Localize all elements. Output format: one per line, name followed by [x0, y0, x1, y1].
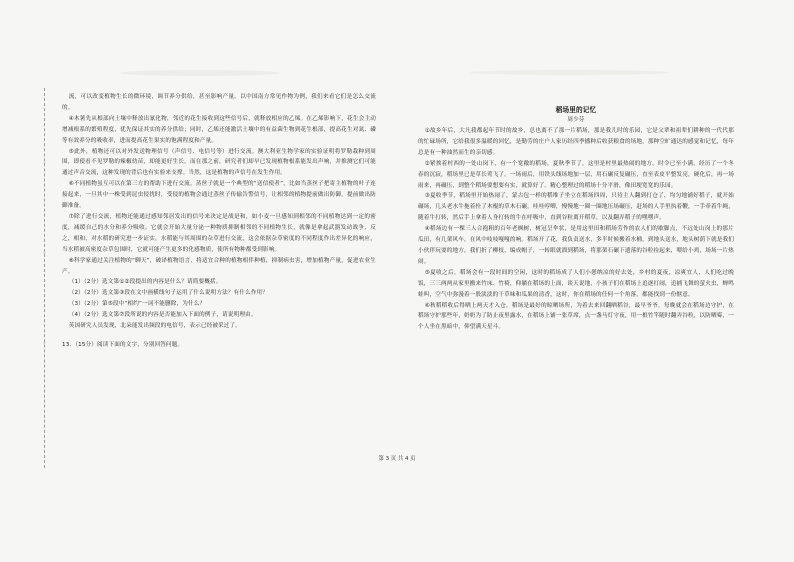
- left-paragraph-2: ④木薯先从根部向土壤中释放出氰化物，邻近的花生接收到这些信号后，就释放相应的乙烯。在乙烯影响下，花生会主动增减根系的繁殖程度，优先保证其实的养分供给；同时，乙烯还能激活土壤中的有益菌生物到花生根部，提高花生对氮、磷等有效养分的吸收率，进而提高花生果实的饱满程度和产量。: [62, 115, 376, 144]
- right-paragraph-5: ⑤夏收之后，稻场会有一段时间的空闲，这时的稻场成了人们小憩纳凉的好去处，乡村的夏夜，凉爽宜人，人们吃过晚饭，三三两两从家里搬来竹床、竹椅，仰躺在稻场的上面，谈天说地，小孩子们在稻场上追逐打闹，追捕飞舞的萤火虫，蝉鸣蛙叫，空气中弥漫着一股淡淡的干草味和瓜果的清香，这时，你在稻场的任何一个角落，都能找到一份惬意。: [418, 269, 734, 298]
- right-paragraph-6: ⑥秋稻稻收后得晒上两天才入仓，稻场是最好的晾晒场所，为着去来回翻晒稻谷，最早爷爷，每晚就会在稻场边守护，在稻场守护那些年，奶奶为了防止夜里露水，在稻场上铺一张草席，点一盏马灯守夜，用一根竹竿随时翻弄谷粒，以防晒霉，一个人坐在黑暗中，仰望满天星斗。: [418, 302, 734, 331]
- left-paragraph-5: ⑦除了进行交流，植物还能通过感知邻居发出的信号来决定是战是和，如小麦一旦感知到相邻的不同植物达到一定的密度，减缓自己的水分和养分吸收。它就会开始大量分泌一种物质抑制相邻的不同植物生长，就像是拿起武器发动战争，反之，相和，对水稻的研究进一步证实，水稻能与其周围的杂草进行交流，这会依据杂草密度的不同程度作出差异化的响应，当水稻被高密度杂草包围时，它就可能产生更多的化感物质，使所有物种都受到影响。: [62, 213, 376, 253]
- binding-dashed-line: [44, 88, 45, 468]
- article-author: 周少芬: [567, 117, 585, 123]
- scan-smudge: [470, 70, 670, 75]
- right-column: [418, 105, 734, 333]
- binding-hole-mark: ◦: [42, 160, 47, 167]
- article-title: 稻场里的记忆: [555, 106, 597, 114]
- section-13-heading: 13．（15分）阅读下面的文字，分别回答问题。: [62, 341, 184, 348]
- question-4-example: 英国研究人员发现，北朵能发出频段的电信号，表示已经被采过了。: [68, 323, 242, 330]
- question-3: （3）（2分）第⑤段中“相约”一词不能删除，为什么？: [68, 301, 206, 308]
- right-paragraph-1: ①故乡年后，大凡我都起年节时的故乡，总也离不了那一片稻场，那是我儿时的乐园，它是父辈和祖辈们耕种的一代代那的忙碌场所，它给我很多温暖的回忆，是勤劳的庄户人家历经四季播种后收获粮食的场地，那种空旷通达的感觉和记忆，每年总是有一种油然而生的亲切感。: [418, 128, 734, 156]
- right-paragraph-2: ②紧挨着村西的一处山岗下，有一个宽敞的稻场，夏秋季节了，这里是村里最热闹的地方。时令已至小满，经历了一个冬春的沉寂，稻场里已是草长莺飞了。一场雨后，用铁头线场地加一层，用石碾反复碾压，直至表皮平整发亮，硬化后，再一场雨来，再碾压，到整个稻场要想要有实，就算好了。精心整理过的稻场十分平滑，像田埂宽宽的乐园。: [418, 160, 734, 189]
- left-paragraph-3: ⑤此外，植物还可以对外发送物理信号（声信号、电信号等）进行交流。澳大利亚生物学家的实验证明将罗勒栽种到周围，即使看不见罗勒的辣椒幼苗，却能更好生长。而在那之前，研究者们却早已发现植物根系能发出声响，并推测它们可能通过声音交流，这种发现的背后也有实验来支撑。当然，这是植物的声信号在发生作用。: [62, 148, 376, 177]
- page-number-footer: 第 3 页 共 4 页: [378, 456, 416, 462]
- question-4: （4）（2分）选文第⑦段所说的内容是否能加入下面的例子，请说明理由。: [68, 312, 257, 319]
- binding-hole-mark: ◦: [42, 340, 47, 347]
- left-paragraph-4: ⑥不同植物虽互可以在第三方的帮助下进行交流。蒸丝子就是一个典型的“送信使者”，比如当蒸丝子把寄主植物的叶子连接起来，一旦其中一株受到昆虫侵扰时，受侵的植物会通过蒸丝子传输告警信号，让相邻的植物提前做出防御，提前做出防御准备。: [62, 181, 376, 210]
- left-column: [62, 92, 376, 351]
- binding-hole-mark: ◦: [42, 250, 47, 257]
- question-1: （1）（2分）选文第①②段提出的内容是什么？请简要概括。: [68, 279, 222, 286]
- question-2: （2）（2分）选文第③段在文中画横线句子运用了什么说明方法？有什么作用？: [68, 290, 269, 297]
- left-paragraph-1: 流，可以改变植物生长的微环境，调节养分供给，甚至影响产量。以中国南方常见作物为例，我们来看它们是怎么交流的。: [62, 94, 376, 111]
- right-paragraph-3: ③夏收季节，稻场里开始热闹了，蒙古包一样的稻堆子坐立在稻场四周，只待主人翻到打仓了，均匀地铺好稻子，就开始碾场，几头老水牛拖着拴了木棍的草木石碾，哇哇哼唧，慢慢地一圈一圈地压场碾压，赶场的人手里执着鞭，一手牵着牛绳，随着牛打转，然后手上拿着人身打转的牛在呼吸中，直到谷粒离开稻草，以及翻弄稻子的嘿嘿声。: [418, 193, 734, 222]
- left-paragraph-6: ⑧科学家通过关注植物的“聊天”，破译植物语言，将适宜合种的植物相伴种植，抑制病虫害，增加植物产量，促进农业生产。: [62, 257, 376, 275]
- right-paragraph-4: ④稻场边有一棵三人合抱粗的百年老枫树，树冠呈伞状，是用这里田和稻场劳作的农人们的歇脚点，不远处山岗上的那片瓜田，有几架风车，在风中吱吱嘎嘎的响。稻场开了花，我负责送水，多半时候搬着水桶，到地头送水，地头树荫下就是我们小伙伴玩耍的地方，我们折了柳枝，编成帽子，一转眼就溜到稻场，将那架石碾下遗落的谷粒捡起来，喂给小鸡，场场一片热闹。: [418, 226, 734, 265]
- scan-smudge: [120, 70, 280, 76]
